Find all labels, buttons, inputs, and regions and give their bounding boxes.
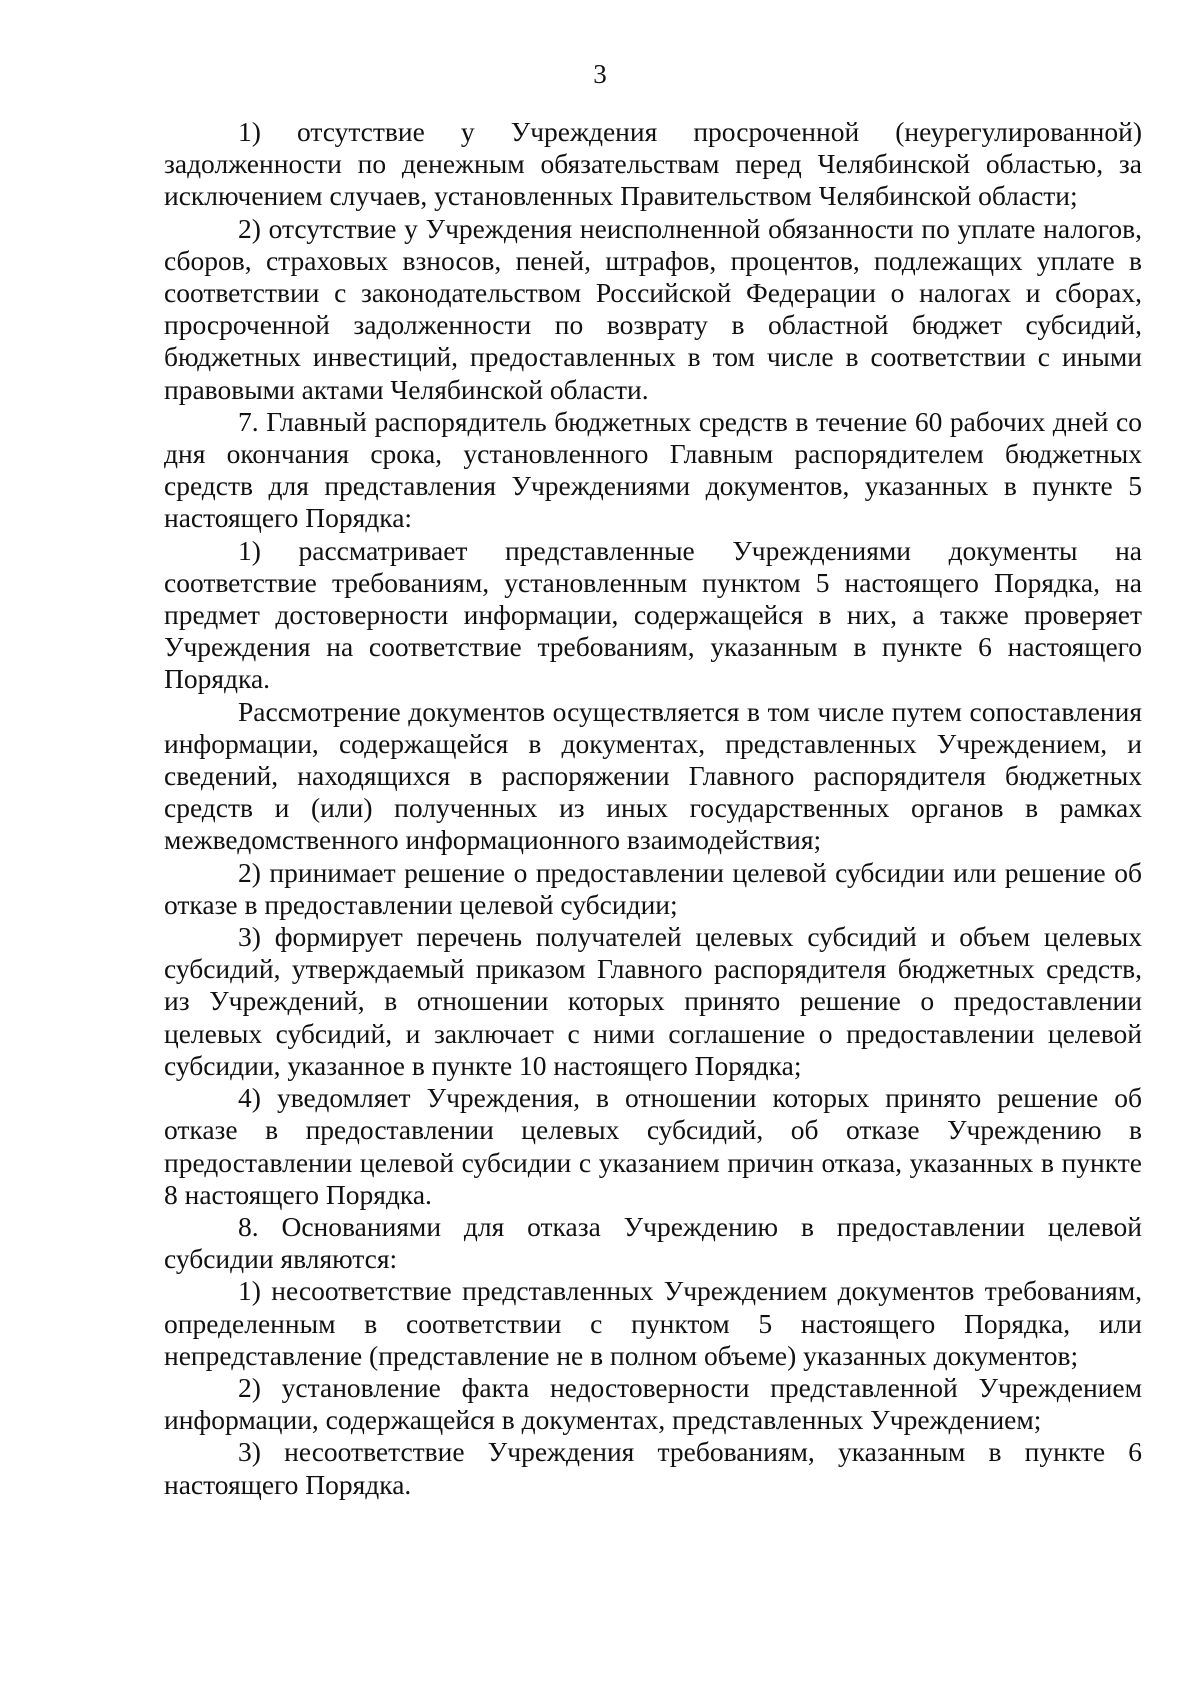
paragraph-7-3: 3) формирует перечень получателей целевых субсидий и объем целевых субсидий, утверждаемый приказом Главного распорядителя бюджетных средств, из Учреждений, в отношении которых принято решение о предоставлении целевых субсидий, и заключает с ними соглашение о предоставлении целевой субсидии, указанное в пункте 10 настоящего Порядка; (164, 921, 1142, 1081)
paragraph-6-2: 2) отсутствие у Учреждения неисполненной обязанности по уплате налогов, сборов, страховых взносов, пеней, штрафов, процентов, подлежащих уплате в соответствии с законодательством Российской Федерации о налогах и сборах, просроченной задолженности по возврату в областной бюджет субсидий, бюджетных инвестиций, предоставленных в том числе в соответствии с иными правовыми актами Челябинской области. (164, 212, 1142, 405)
paragraph-6-1: 1) отсутствие у Учреждения просроченной (неурегулированной) задолженности по денежным обязательствам перед Челябинской областью, за исключением случаев, установленных Правительством Челябинской области; (164, 116, 1142, 212)
paragraph-8-3: 3) несоответствие Учреждения требованиям, указанным в пункте 6 настоящего Порядка. (164, 1436, 1142, 1500)
paragraph-7-1: 1) рассматривает представленные Учреждениями документы на соответствие требованиям, установленным пунктом 5 настоящего Порядка, на предмет достоверности информации, содержащейся в них, а также проверяет Учреждения на соответствие требованиям, указанным в пункте 6 настоящего Порядка. (164, 534, 1142, 695)
paragraph-8-1: 1) несоответствие представленных Учреждением документов требованиям, определенным в соответствии с пунктом 5 настоящего Порядка, или непредставление (представление не в полном объеме) указанных документов; (164, 1275, 1142, 1371)
paragraph-8-2: 2) установление факта недостоверности представленной Учреждением информации, содержащейся в документах, представленных Учреждением; (164, 1371, 1142, 1436)
paragraph-7-4: 4) уведомляет Учреждения, в отношении которых принято решение об отказе в предоставлении целевых субсидий, об отказе Учреждению в предоставлении целевой субсидии с указанием причин отказа, указанных в пункте 8 настоящего Порядка. (164, 1082, 1142, 1210)
paragraph-7-1-review: Рассмотрение документов осуществляется в том числе путем сопоставления информации, содержащейся в документах, представленных Учреждением, и сведений, находящихся в распоряжении Главного распорядителя бюджетных средств и (или) полученных из иных государственных органов в рамках межведомственного информационного взаимодействия; (164, 695, 1142, 856)
paragraph-8: 8. Основаниями для отказа Учреждению в предоставлении целевой субсидии являются: (164, 1210, 1142, 1275)
document-body (164, 116, 1142, 1501)
page-number: 3 (593, 59, 607, 89)
paragraph-7-2: 2) принимает решение о предоставлении целевой субсидии или решение об отказе в предоставлении целевой субсидии; (164, 856, 1142, 920)
paragraph-7: 7. Главный распорядитель бюджетных средств в течение 60 рабочих дней со дня окончания срока, установленного Главным распорядителем бюджетных средств для представления Учреждениями документов, указанных в пункте 5 настоящего Порядка: (164, 405, 1142, 534)
